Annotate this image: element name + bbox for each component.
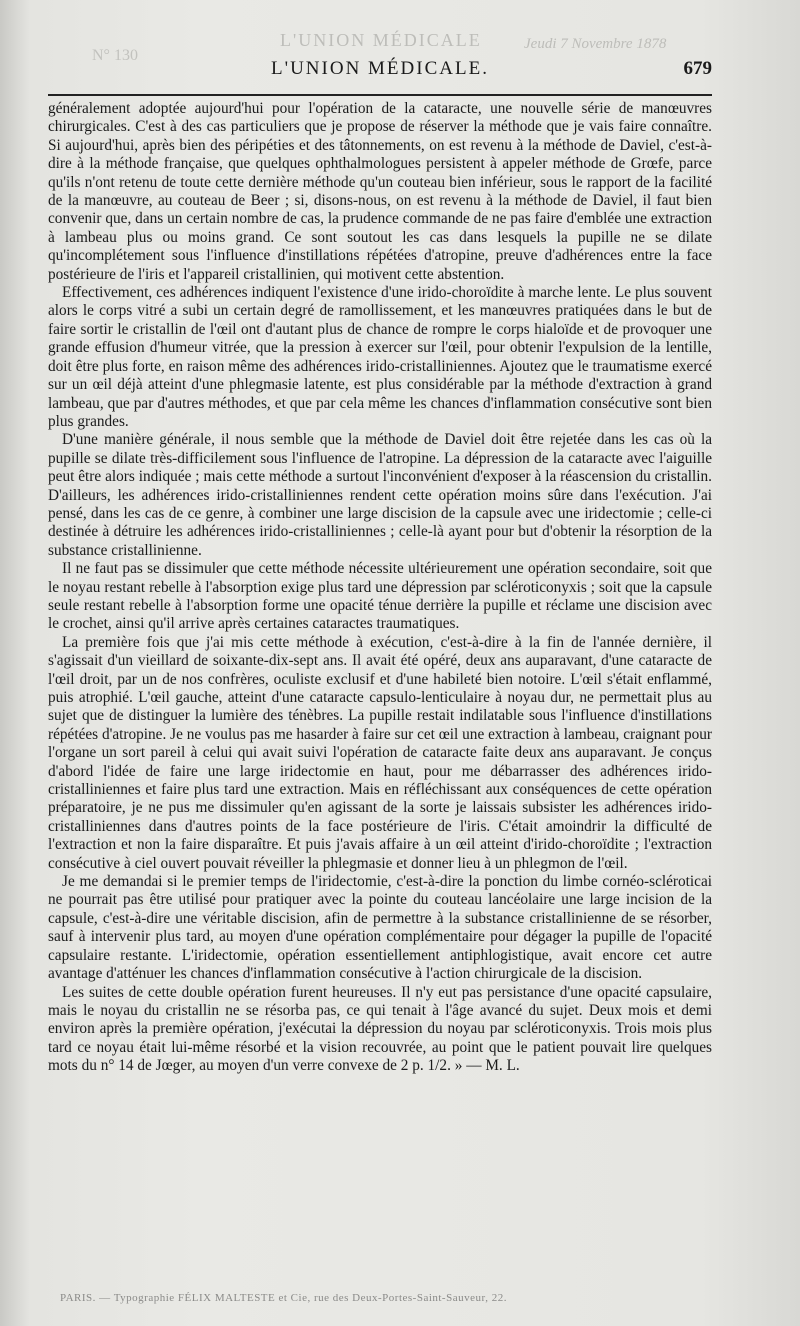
running-header (48, 58, 712, 88)
bleed-issue-number: N° 130 (92, 47, 138, 64)
paragraph-4: Il ne faut pas se dissimuler que cette méthode nécessite ultérieurement une opération secondaire, soit que le noyau restant rebelle à l'absorption exige plus tard une dépression par scléroticonyxis ; soit que la capsule seule restant rebelle à l'absorption forme une opacité ténue derrière la pupille et réclame une discision avec le crochet, ainsi qu'il arrive après certaines cataractes traumatiques. (48, 560, 712, 633)
paragraph-1: généralement adoptée aujourd'hui pour l'opération de la cataracte, une nouvelle série de manœuvres chirurgicales. C'est à des cas particuliers que je propose de réserver la méthode que je vais faire connaître. Si aujourd'hui, après bien des péripéties et des tâtonnements, on est revenu à la méthode de Daviel, c'est-à-dire à la méthode française, que quelques ophthalmologues persistent à appeler méthode de Grœfe, parce qu'ils n'ont retenu de toute cette dernière méthode qu'un couteau bien inférieur, sous le rapport de la facilité de la manœuvre, au couteau de Beer ; si, disons-nous, on est revenu à la méthode de Daviel, il faut bien convenir que, dans un certain nombre de cas, la prudence commande de ne pas faire d'emblée une extraction à lambeau plus ou moins grand. Ce sont soutout les cas dans lesquels la pupille ne se dilate qu'incomplétement sous l'influence d'instillations répétées d'atropine, preuve d'adhérences entre la face postérieure de l'iris et l'appareil cristallinien, qui motivent cette abstention. (48, 100, 712, 283)
printer-imprint: PARIS. — Typographie FÉLIX MALTESTE et Cie, rue des Deux-Portes-Saint-Sauveur, 22. (60, 1292, 507, 1304)
paragraph-7: Les suites de cette double opération furent heureuses. Il n'y eut pas persistance d'une opacité capsulaire, mais le noyau du cristallin ne se résorba pas, ce qui tenait à l'âge avancé du sujet. Deux mois et demi environ après la première opération, j'exécutai la dépression du noyau par scléroticonyxis. Trois mois plus tard ce noyau était lui-même résorbé et la vision recouvrée, au point que le patient pouvait lire quelques mots du n° 14 de Jœger, au moyen d'un verre convexe de 2 p. 1/2. » — M. L. (48, 983, 712, 1075)
paragraph-2: Effectivement, ces adhérences indiquent l'existence d'une irido-choroïdite à marche lente. Le plus souvent alors le corps vitré a subi un certain degré de ramollissement, et les manœuvres pratiquées dans le but de faire sortir le cristallin de l'œil ont d'autant plus de chance de rompre le corps hialoïde et de provoquer une grande effusion d'humeur vitrée, que la pression à exercer sur l'œil, pour obtenir l'expulsion de la lentille, doit être plus forte, en raison même des adhérences irido-cristalliniennes. Ajoutez que le traumatisme exercé sur un œil déjà atteint d'une phlegmasie latente, est plus considérable par la méthode d'extraction à grand lambeau, que par d'autres méthodes, et que par cela même les chances d'inflammation consécutive sont bien plus grandes. (48, 284, 712, 430)
paragraph-3: D'une manière générale, il nous semble que la méthode de Daviel doit être rejetée dans les cas où la pupille se dilate très-difficilement sous l'influence de l'atropine. La dépression de la cataracte avec l'aiguille peut être alors indiquée ; mais cette méthode a surtout l'inconvénient d'exposer à la réascension du cristallin. D'ailleurs, les adhérences irido-cristalliniennes rendent cette opération moins sûre dans l'exécution. J'ai pensé, dans les cas de ce genre, à combiner une large discision de la capsule avec une iridectomie ; celle-ci destinée à détruire les adhérences irido-cristalliniennes ; celle-là ayant pour but d'obtenir la résorption de la substance cristallinienne. (48, 431, 712, 559)
paragraph-5: La première fois que j'ai mis cette méthode à exécution, c'est-à-dire à la fin de l'année dernière, il s'agissait d'un vieillard de soixante-dix-sept ans. Il avait été opéré, deux ans auparavant, d'une cataracte de l'œil droit, par un de nos confrères, oculiste exclusif et d'une habileté bien notoire. L'œil s'était enflammé, puis atrophié. L'œil gauche, atteint d'une cataracte capsulo-lenticulaire à noyau dur, ne permettait plus au sujet que de distinguer la lumière des ténèbres. La pupille restait indilatable sous l'influence d'instillations répétées d'atropine. Je ne voulus pas me hasarder à faire sur cet œil une extraction à lambeau, craignant pour l'organe un sort pareil à celui qui avait suivi l'opération de cataracte faite deux ans auparavant. Je conçus d'abord l'idée de faire une large iridectomie en haut, pour me débarrasser des adhérences irido-cristalliniennes et faire plus tard une extraction. Mais en réfléchissant aux conséquences de cette opération préparatoire, je ne pus me dissimuler qu'en agissant de la sorte je laissais subsister les adhérences irido-cristalliniennes dans d'autres points de la face postérieure de l'iris. C'était amoindrir la difficulté de l'extraction et non la faire disparaître. Et puis j'avais affaire à un œil atteint d'irido-choroïdite ; l'extraction consécutive à ciel ouvert pouvait réveiller la phlegmasie et donner lieu à un phlegmon de l'œil. (48, 633, 712, 872)
bleed-journal-title: L'UNION MÉDICALE (280, 30, 482, 50)
journal-title: L'UNION MÉDICALE. (271, 58, 489, 79)
bleed-date: Jeudi 7 Novembre 1878 (524, 36, 667, 52)
page-number: 679 (683, 58, 712, 79)
paragraph-6: Je me demandai si le premier temps de l'iridectomie, c'est-à-dire la ponction du limbe cornéo-scléroticai ne pourrait pas être utilisé pour pratiquer avec la pointe du couteau lancéolaire une large incision de la capsule, c'est-à-dire une véritable discision, afin de permettre à la substance cristallinienne de se résorber, sauf à intervenir plus tard, au moyen d'une opération complémentaire pour dégager la pupille de l'opacité capsulaire restante. L'iridectomie, opération essentiellement antiphlogistique, avait encore cet autre avantage d'atténuer les chances d'inflammation consécutive à l'action chirurgicale de la discision. (48, 873, 712, 983)
header-rule (48, 94, 712, 96)
article-body (48, 100, 712, 1076)
